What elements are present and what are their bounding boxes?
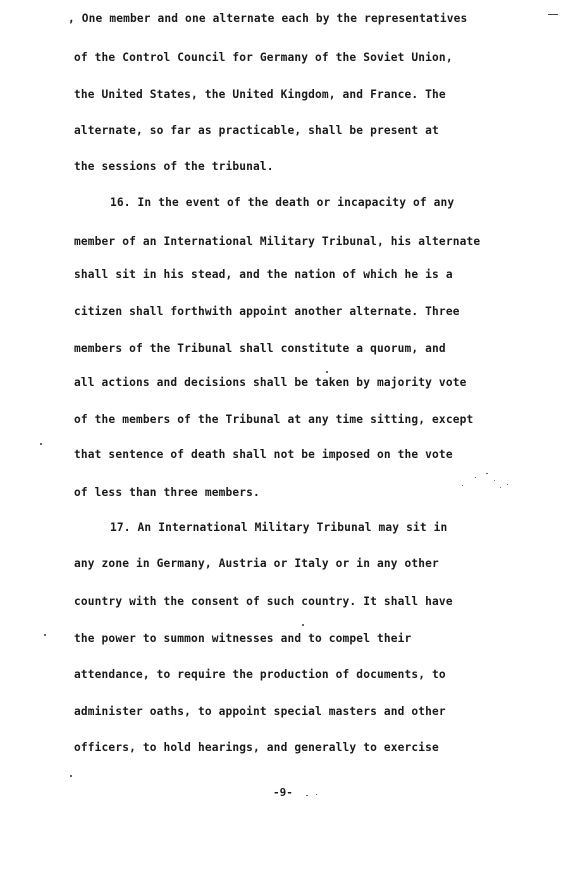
paragraph-17-heading-line: 17. An International Military Tribunal may sit in xyxy=(110,521,448,534)
text-line: of the Control Council for Germany of the Soviet Union, xyxy=(74,51,453,64)
paragraph-16-heading-line: 16. In the event of the death or incapacity of any xyxy=(110,196,455,209)
scan-speck xyxy=(475,477,476,478)
scan-speck xyxy=(462,485,463,486)
edge-mark xyxy=(548,14,558,15)
scan-speck xyxy=(44,634,46,636)
scan-speck xyxy=(500,487,501,488)
scan-speck xyxy=(494,480,495,481)
scan-speck xyxy=(326,371,328,373)
text-line: of less than three members. xyxy=(74,486,260,499)
text-line: all actions and decisions shall be taken by majority vote xyxy=(74,376,467,389)
scan-speck xyxy=(302,624,304,626)
text-line: administer oaths, to appoint special masters and other xyxy=(74,705,446,718)
text-line: officers, to hold hearings, and generally to exercise xyxy=(74,741,439,754)
text-line: , One member and one alternate each by the representatives xyxy=(68,12,468,25)
text-line: of the members of the Tribunal at any time sitting, except xyxy=(74,413,474,426)
text-line: shall sit in his stead, and the nation of which he is a xyxy=(74,268,453,281)
text-line: the sessions of the tribunal. xyxy=(74,160,274,173)
scan-speck xyxy=(306,795,308,796)
text-line: members of the Tribunal shall constitute a quorum, and xyxy=(74,342,446,355)
text-line: attendance, to require the production of documents, to xyxy=(74,668,446,681)
scan-speck xyxy=(507,484,508,485)
text-line: that sentence of death shall not be imposed on the vote xyxy=(74,448,453,461)
text-line: the power to summon witnesses and to compel their xyxy=(74,632,412,645)
text-line: alternate, so far as practicable, shall be present at xyxy=(74,124,439,137)
scan-speck xyxy=(40,443,42,445)
scan-speck xyxy=(316,794,317,795)
scan-speck xyxy=(486,473,488,474)
text-line: any zone in Germany, Austria or Italy or in any other xyxy=(74,557,439,570)
text-line: country with the consent of such country. It shall have xyxy=(74,595,453,608)
page-number: -9- xyxy=(273,786,293,799)
text-line: the United States, the United Kingdom, and France. The xyxy=(74,88,446,101)
text-line: citizen shall forthwith appoint another alternate. Three xyxy=(74,305,460,318)
scan-speck xyxy=(70,775,72,777)
text-line: member of an International Military Tribunal, his alternate xyxy=(74,235,481,248)
